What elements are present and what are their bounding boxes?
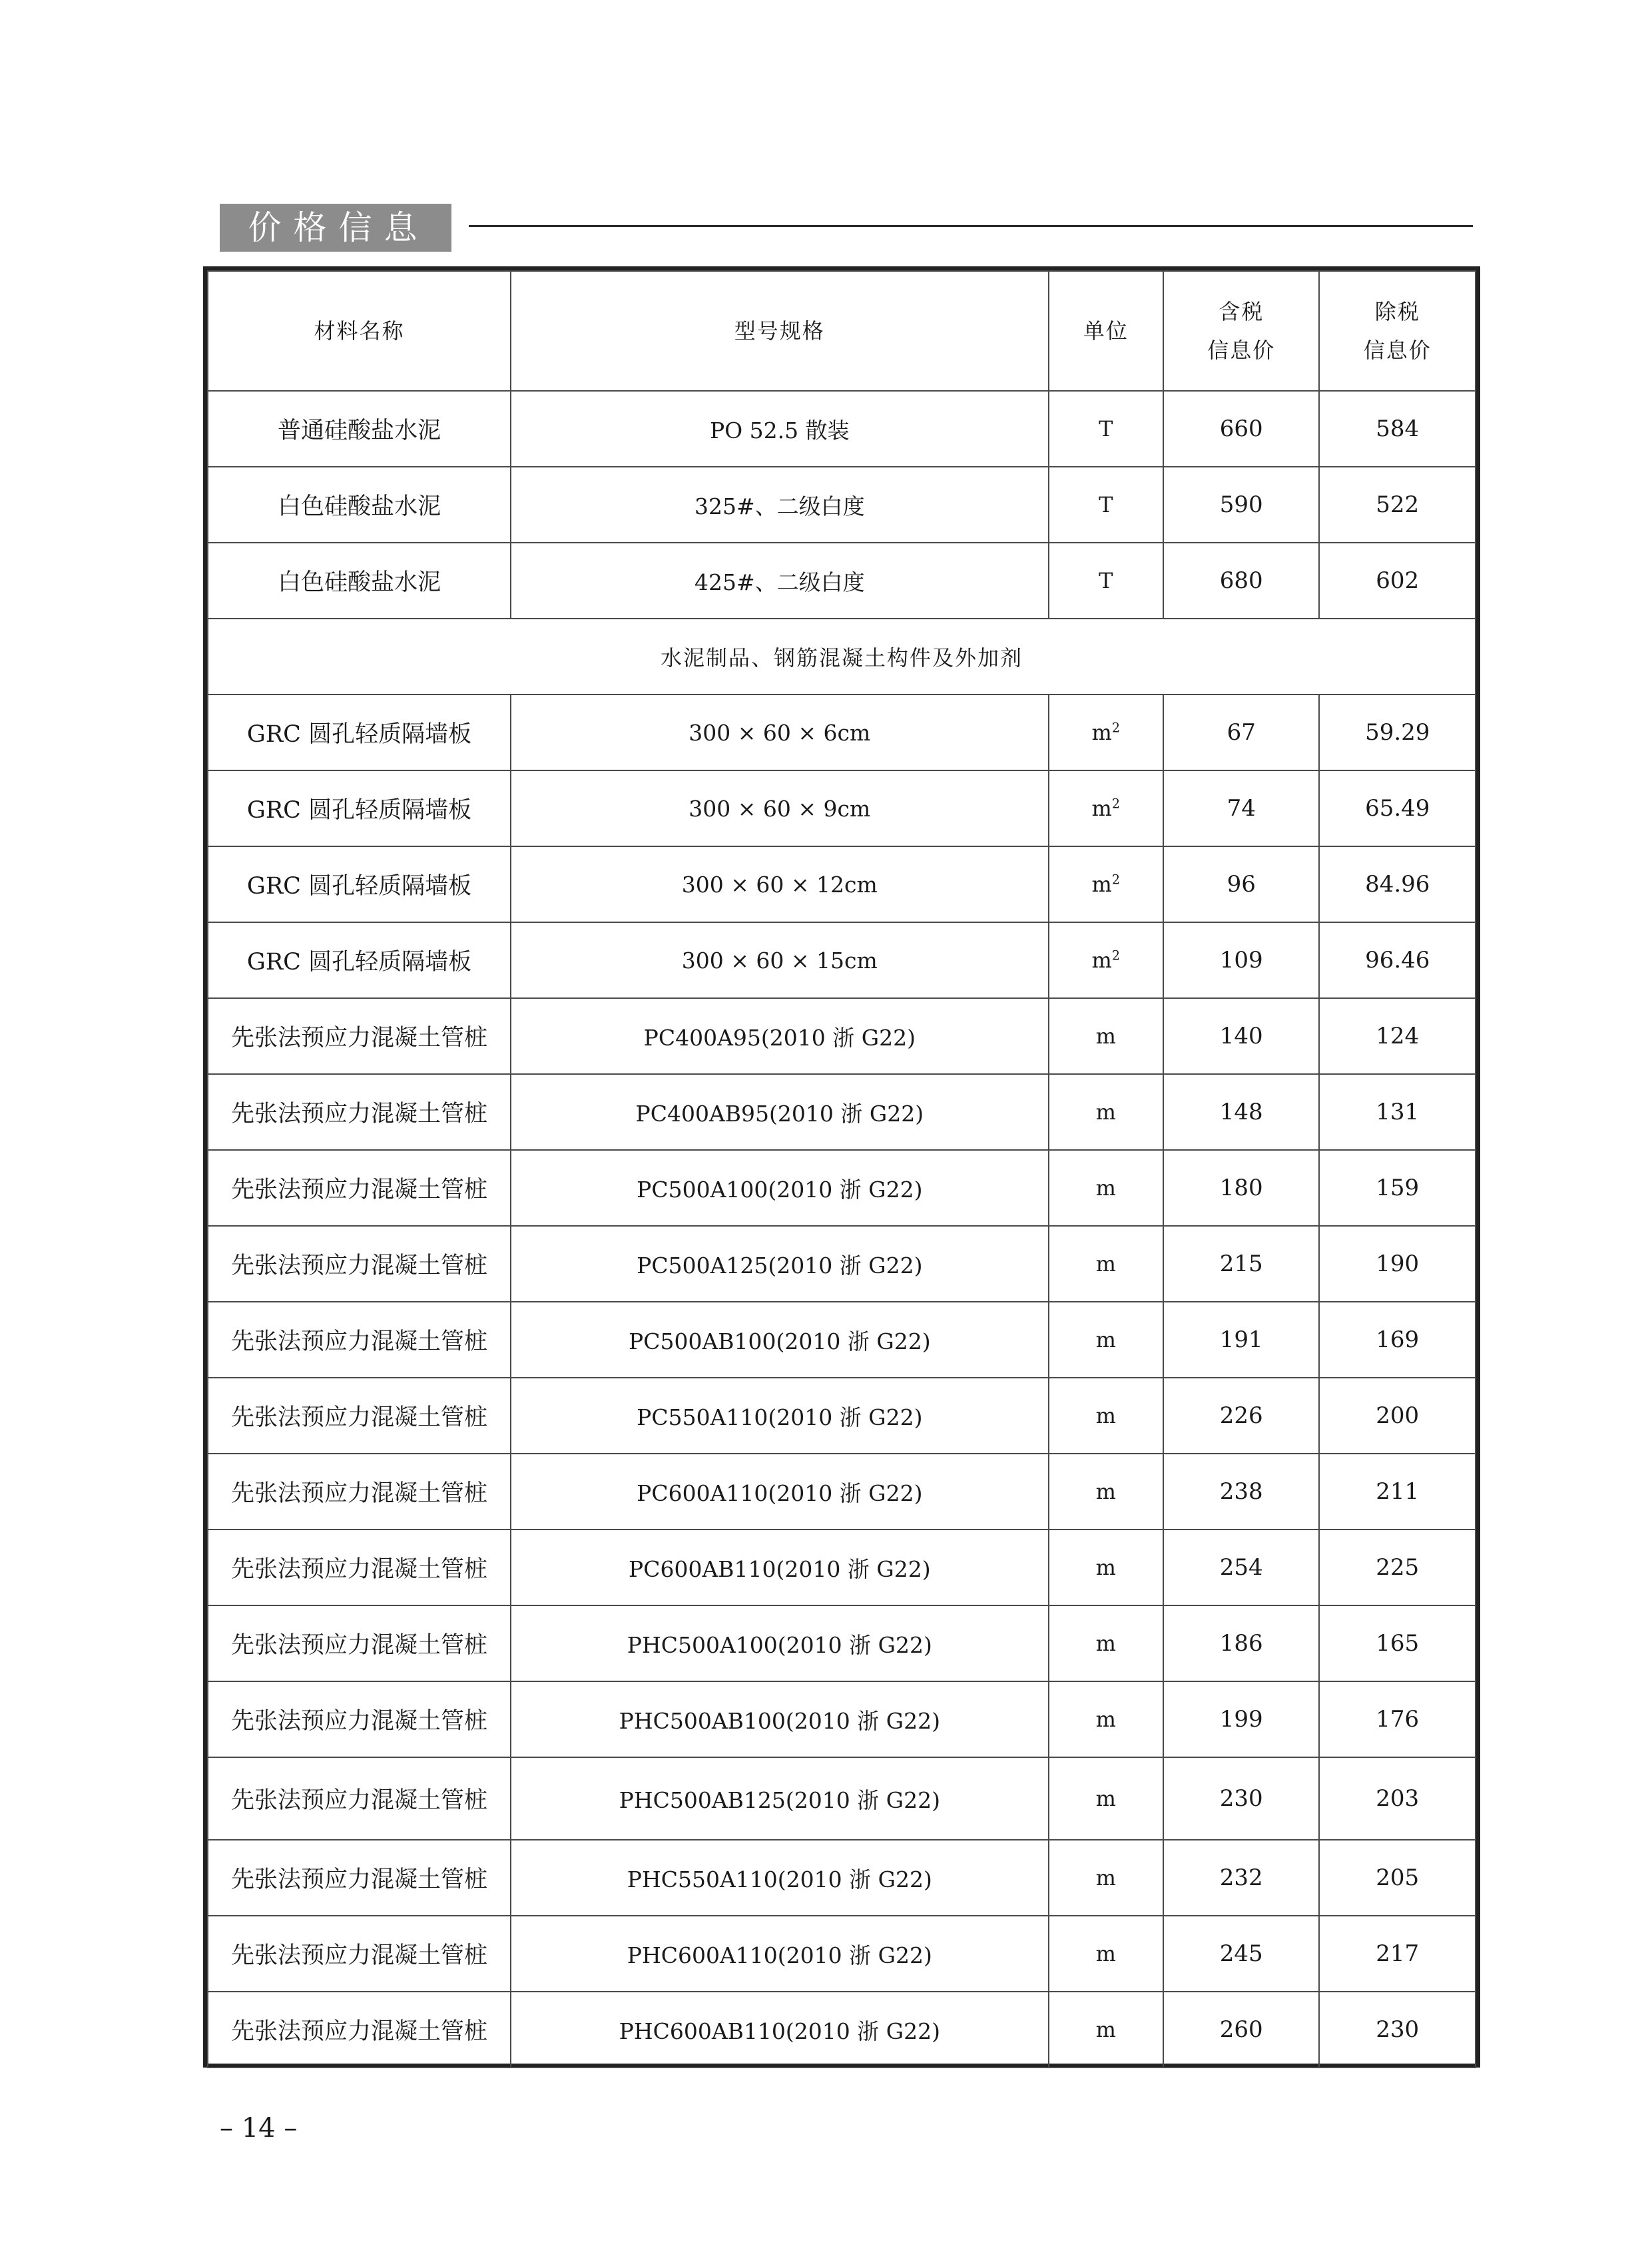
tax-excl-price-cell: 65.49 — [1319, 770, 1476, 846]
table-row — [208, 1378, 1476, 1454]
table-row — [208, 1530, 1476, 1605]
unit-cell: T — [1049, 467, 1163, 543]
material-name-cell: 先张法预应力混凝土管桩 — [208, 1530, 511, 1605]
unit-cell: T — [1049, 391, 1163, 467]
table-section — [208, 619, 1476, 695]
spec-cell: PHC500A100(2010 浙 G22) — [511, 1605, 1049, 1681]
unit-base: m — [1095, 1865, 1116, 1890]
material-name-cell: 白色硅酸盐水泥 — [208, 543, 511, 619]
table-row — [208, 770, 1476, 846]
column-header-tax-excl-line1: 除税 — [1374, 299, 1420, 324]
unit-cell — [1049, 846, 1163, 922]
spec-cell: PC400A95(2010 浙 G22) — [511, 998, 1049, 1074]
spec-cell: PHC500AB100(2010 浙 G22) — [511, 1681, 1049, 1757]
column-header-tax-incl-line1: 含税 — [1219, 299, 1264, 324]
table-row — [208, 543, 1476, 619]
unit-cell — [1049, 922, 1163, 998]
tax-incl-price-cell: 660 — [1163, 391, 1319, 467]
table-row — [208, 391, 1476, 467]
unit-cell — [1049, 1226, 1163, 1302]
tax-incl-price-cell: 74 — [1163, 770, 1319, 846]
tax-excl-price-cell: 584 — [1319, 391, 1476, 467]
tax-incl-price-cell: 226 — [1163, 1378, 1319, 1454]
tax-incl-price-cell: 109 — [1163, 922, 1319, 998]
table-row — [208, 922, 1476, 998]
tax-excl-price-cell: 522 — [1319, 467, 1476, 543]
table-row — [208, 1226, 1476, 1302]
tax-incl-price-cell: 245 — [1163, 1916, 1319, 1992]
spec-cell: PO 52.5 散装 — [511, 391, 1049, 467]
column-header-tax-incl-line2: 信息价 — [1207, 338, 1276, 363]
tax-excl-price-cell: 203 — [1319, 1757, 1476, 1840]
material-name-cell: 先张法预应力混凝土管桩 — [208, 1992, 511, 2068]
unit-cell — [1049, 1916, 1163, 1992]
price-table-frame — [203, 266, 1480, 2068]
section-title-tag: 价格信息 — [220, 204, 451, 252]
column-header-unit: 单位 — [1049, 271, 1163, 391]
tax-excl-price-cell: 131 — [1319, 1074, 1476, 1150]
material-name-cell: 先张法预应力混凝土管桩 — [208, 1302, 511, 1378]
unit-base: m — [1095, 1479, 1116, 1504]
tax-incl-price-cell: 254 — [1163, 1530, 1319, 1605]
material-name-cell: 先张法预应力混凝土管桩 — [208, 1454, 511, 1530]
table-row — [208, 1150, 1476, 1226]
tax-incl-price-cell: 680 — [1163, 543, 1319, 619]
column-header-tax-excl-line2: 信息价 — [1363, 338, 1432, 363]
table-row — [208, 1757, 1476, 1840]
table-row — [208, 1916, 1476, 1992]
material-name-cell: 白色硅酸盐水泥 — [208, 467, 511, 543]
unit-cell — [1049, 1074, 1163, 1150]
unit-cell — [1049, 1757, 1163, 1840]
spec-cell: 300 × 60 × 6cm — [511, 695, 1049, 770]
spec-cell: PC500AB100(2010 浙 G22) — [511, 1302, 1049, 1378]
unit-base: m — [1095, 1631, 1116, 1656]
unit-superscript: 2 — [1111, 948, 1121, 964]
unit-cell — [1049, 1840, 1163, 1916]
unit-cell: T — [1049, 543, 1163, 619]
tax-incl-price-cell: 238 — [1163, 1454, 1319, 1530]
tax-excl-price-cell: 230 — [1319, 1992, 1476, 2068]
unit-base: m — [1095, 1707, 1116, 1732]
material-name-cell: GRC 圆孔轻质隔墙板 — [208, 695, 511, 770]
material-name-cell: GRC 圆孔轻质隔墙板 — [208, 770, 511, 846]
unit-cell — [1049, 998, 1163, 1074]
page-number: – 14 – — [220, 2113, 298, 2143]
table-row — [208, 1992, 1476, 2068]
tax-excl-price-cell: 59.29 — [1319, 695, 1476, 770]
spec-cell: 300 × 60 × 15cm — [511, 922, 1049, 998]
spec-cell: PHC600AB110(2010 浙 G22) — [511, 1992, 1049, 2068]
material-name-cell: 先张法预应力混凝土管桩 — [208, 1074, 511, 1150]
tax-incl-price-cell: 140 — [1163, 998, 1319, 1074]
unit-cell — [1049, 1530, 1163, 1605]
material-name-cell: 先张法预应力混凝土管桩 — [208, 1378, 511, 1454]
tax-excl-price-cell: 169 — [1319, 1302, 1476, 1378]
material-name-cell: GRC 圆孔轻质隔墙板 — [208, 846, 511, 922]
table-row — [208, 846, 1476, 922]
table-row — [208, 998, 1476, 1074]
column-header-spec: 型号规格 — [511, 271, 1049, 391]
spec-cell: PHC600A110(2010 浙 G22) — [511, 1916, 1049, 1992]
unit-base: m — [1095, 1786, 1116, 1811]
spec-cell: PC600AB110(2010 浙 G22) — [511, 1530, 1049, 1605]
tax-excl-price-cell: 217 — [1319, 1916, 1476, 1992]
material-name-cell: 先张法预应力混凝土管桩 — [208, 1150, 511, 1226]
section-row — [208, 619, 1476, 695]
table-row — [208, 1074, 1476, 1150]
material-name-cell: 先张法预应力混凝土管桩 — [208, 1840, 511, 1916]
tax-incl-price-cell: 148 — [1163, 1074, 1319, 1150]
material-name-cell: 先张法预应力混凝土管桩 — [208, 1757, 511, 1840]
material-name-cell: 先张法预应力混凝土管桩 — [208, 998, 511, 1074]
tax-excl-price-cell: 205 — [1319, 1840, 1476, 1916]
tax-incl-price-cell: 215 — [1163, 1226, 1319, 1302]
spec-cell: 300 × 60 × 9cm — [511, 770, 1049, 846]
tax-incl-price-cell: 199 — [1163, 1681, 1319, 1757]
spec-cell: 325#、二级白度 — [511, 467, 1049, 543]
tax-excl-price-cell: 96.46 — [1319, 922, 1476, 998]
tax-incl-price-cell: 590 — [1163, 467, 1319, 543]
price-table — [207, 270, 1476, 2068]
material-name-cell: 普通硅酸盐水泥 — [208, 391, 511, 467]
header-divider-line — [469, 225, 1473, 227]
unit-base: m — [1095, 1251, 1116, 1276]
tax-excl-price-cell: 602 — [1319, 543, 1476, 619]
tax-excl-price-cell: 124 — [1319, 998, 1476, 1074]
tax-excl-price-cell: 159 — [1319, 1150, 1476, 1226]
tax-incl-price-cell: 230 — [1163, 1757, 1319, 1840]
table-row — [208, 467, 1476, 543]
column-header-name: 材料名称 — [208, 271, 511, 391]
spec-cell: PHC500AB125(2010 浙 G22) — [511, 1757, 1049, 1840]
material-name-cell: 先张法预应力混凝土管桩 — [208, 1916, 511, 1992]
spec-cell: PC600A110(2010 浙 G22) — [511, 1454, 1049, 1530]
tax-excl-price-cell: 176 — [1319, 1681, 1476, 1757]
unit-cell — [1049, 695, 1163, 770]
spec-cell: PHC550A110(2010 浙 G22) — [511, 1840, 1049, 1916]
unit-cell — [1049, 1302, 1163, 1378]
unit-base: m — [1095, 1023, 1116, 1049]
unit-base: m — [1095, 1327, 1116, 1352]
table-row — [208, 1681, 1476, 1757]
spec-cell: PC500A100(2010 浙 G22) — [511, 1150, 1049, 1226]
spec-cell: PC550A110(2010 浙 G22) — [511, 1378, 1049, 1454]
material-name-cell: GRC 圆孔轻质隔墙板 — [208, 922, 511, 998]
tax-excl-price-cell: 225 — [1319, 1530, 1476, 1605]
table-row — [208, 1605, 1476, 1681]
unit-cell — [1049, 770, 1163, 846]
unit-base: m — [1095, 1175, 1116, 1201]
spec-cell: PC500A125(2010 浙 G22) — [511, 1226, 1049, 1302]
tax-excl-price-cell: 165 — [1319, 1605, 1476, 1681]
unit-cell — [1049, 1605, 1163, 1681]
unit-base: m — [1095, 1555, 1116, 1580]
unit-base: m — [1095, 2017, 1116, 2042]
unit-superscript: 2 — [1111, 872, 1121, 888]
spec-cell: 425#、二级白度 — [511, 543, 1049, 619]
tax-incl-price-cell: 260 — [1163, 1992, 1319, 2068]
table-row — [208, 1302, 1476, 1378]
table-body-bottom — [208, 695, 1476, 2068]
tax-excl-price-cell: 211 — [1319, 1454, 1476, 1530]
unit-cell — [1049, 1681, 1163, 1757]
spec-cell: PC400AB95(2010 浙 G22) — [511, 1074, 1049, 1150]
tax-incl-price-cell: 67 — [1163, 695, 1319, 770]
table-row — [208, 1840, 1476, 1916]
table-header-row — [208, 271, 1476, 391]
material-name-cell: 先张法预应力混凝土管桩 — [208, 1681, 511, 1757]
unit-base: m — [1095, 1941, 1116, 1966]
unit-cell — [1049, 1150, 1163, 1226]
unit-cell — [1049, 1378, 1163, 1454]
unit-cell — [1049, 1454, 1163, 1530]
table-row — [208, 1454, 1476, 1530]
unit-superscript: 2 — [1111, 796, 1121, 812]
material-name-cell: 先张法预应力混凝土管桩 — [208, 1226, 511, 1302]
column-header-tax-excl — [1319, 271, 1476, 391]
tax-incl-price-cell: 232 — [1163, 1840, 1319, 1916]
material-name-cell: 先张法预应力混凝土管桩 — [208, 1605, 511, 1681]
unit-superscript: 2 — [1111, 720, 1121, 736]
table-body-top — [208, 391, 1476, 619]
tax-incl-price-cell: 180 — [1163, 1150, 1319, 1226]
tax-excl-price-cell: 84.96 — [1319, 846, 1476, 922]
tax-excl-price-cell: 200 — [1319, 1378, 1476, 1454]
unit-base: m — [1091, 720, 1112, 745]
tax-incl-price-cell: 96 — [1163, 846, 1319, 922]
unit-base: m — [1091, 872, 1112, 897]
tax-incl-price-cell: 191 — [1163, 1302, 1319, 1378]
unit-base: m — [1095, 1403, 1116, 1428]
tax-incl-price-cell: 186 — [1163, 1605, 1319, 1681]
unit-base: m — [1095, 1099, 1116, 1125]
section-title: 水泥制品、钢筋混凝土构件及外加剂 — [208, 619, 1476, 695]
column-header-tax-incl — [1163, 271, 1319, 391]
table-row — [208, 695, 1476, 770]
unit-base: m — [1091, 796, 1112, 821]
tax-excl-price-cell: 190 — [1319, 1226, 1476, 1302]
unit-cell — [1049, 1992, 1163, 2068]
unit-base: m — [1091, 948, 1112, 973]
spec-cell: 300 × 60 × 12cm — [511, 846, 1049, 922]
